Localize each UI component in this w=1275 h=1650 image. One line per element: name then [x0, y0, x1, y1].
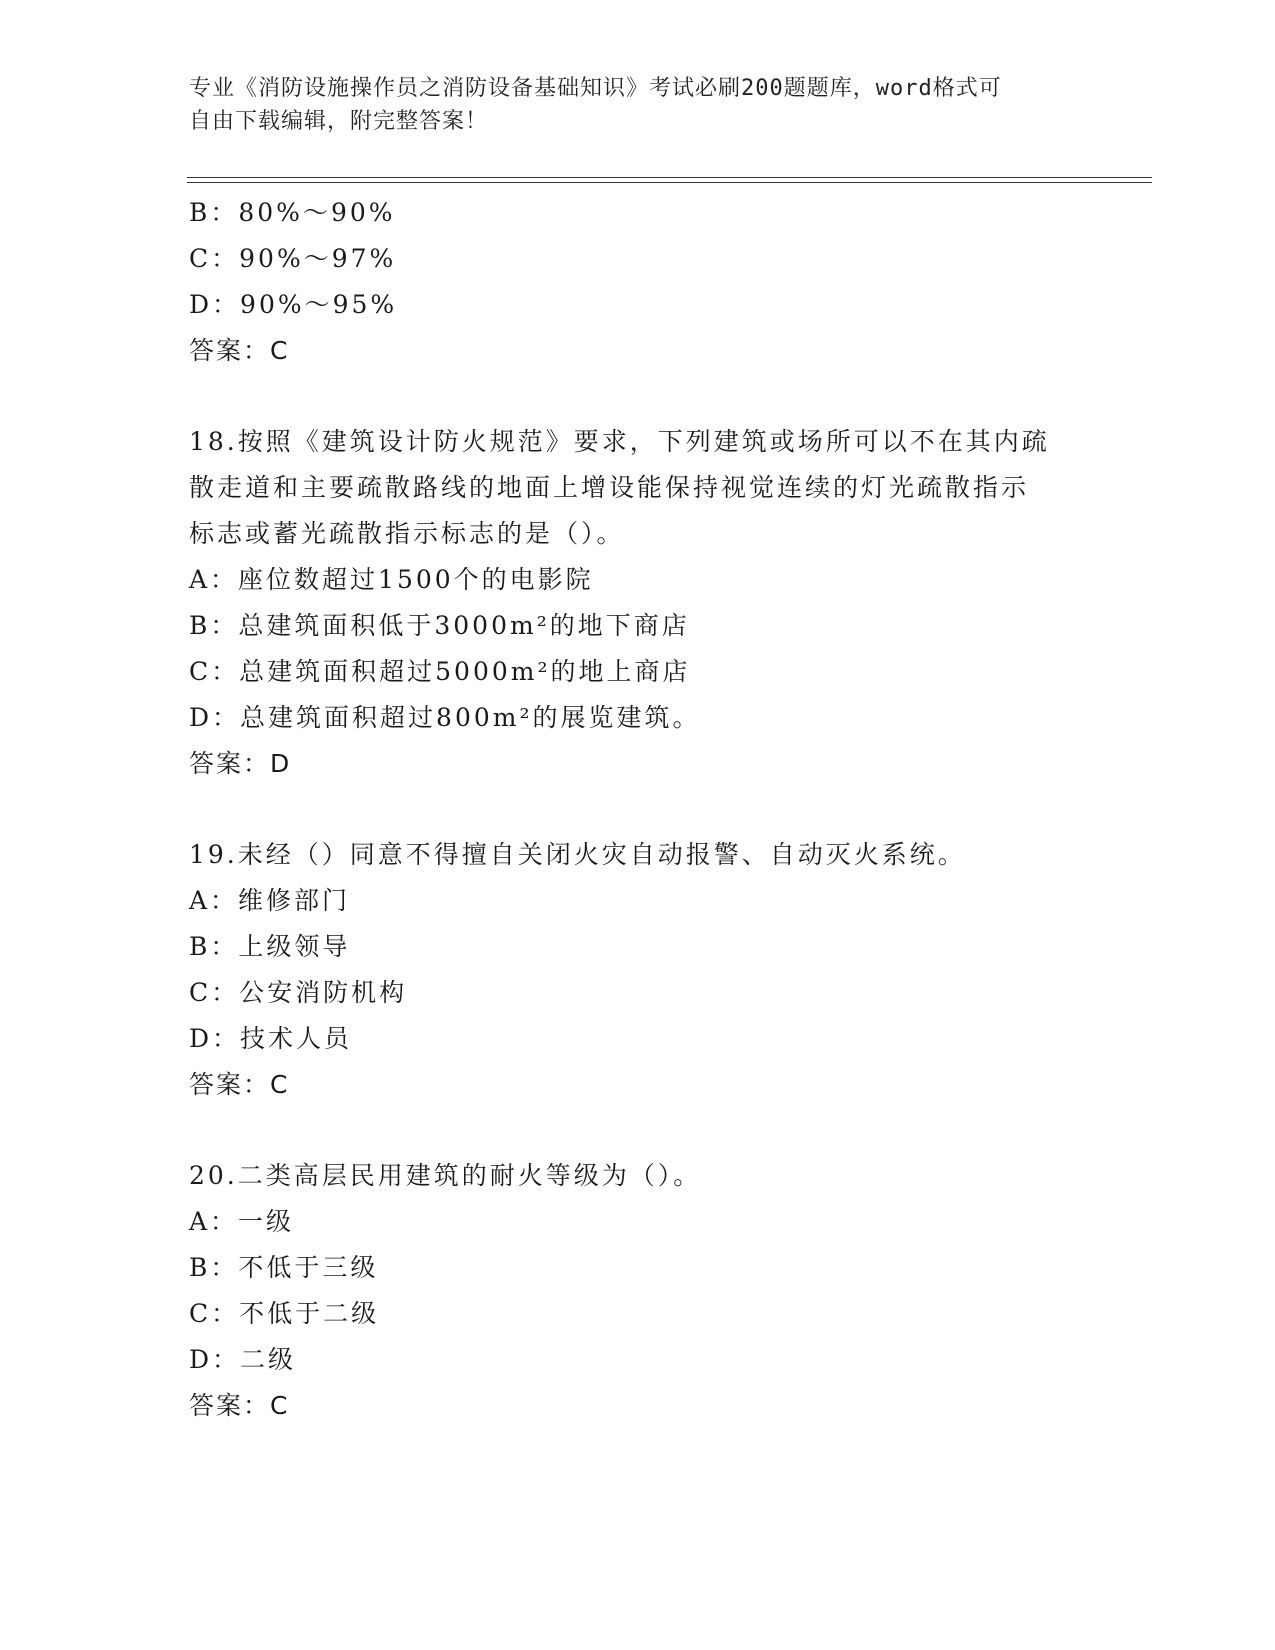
option-c: C：不低于二级 — [189, 1299, 380, 1328]
header-title-line-2: 自由下载编辑，附完整答案！ — [189, 109, 489, 134]
answer-line: 答案：C — [189, 1391, 290, 1420]
question-list — [189, 190, 1089, 1429]
option-d: D：总建筑面积超过800m²的展览建筑。 — [189, 703, 701, 732]
question-18 — [189, 419, 1089, 787]
option-a: A：维修部门 — [189, 886, 351, 915]
option-b: B：上级领导 — [189, 932, 351, 961]
question-17-tail — [189, 190, 1089, 374]
question-stem-line: 散走道和主要疏散路线的地面上增设能保持视觉连续的灯光疏散指示 — [189, 473, 1030, 502]
question-stem-line: 标志或蓄光疏散指示标志的是（）。 — [189, 519, 625, 548]
option-d: D：二级 — [189, 1345, 297, 1374]
option-c: C：公安消防机构 — [189, 978, 408, 1007]
option-c: C：90%～97% — [189, 244, 397, 273]
spacer — [189, 787, 1089, 832]
option-d: D：技术人员 — [189, 1024, 353, 1053]
question-20 — [189, 1153, 1089, 1429]
option-d: D：90%～95% — [189, 290, 398, 319]
option-c: C：总建筑面积超过5000m²的地上商店 — [189, 657, 691, 686]
option-b: B：80%～90% — [189, 198, 396, 227]
option-b: B：不低于三级 — [189, 1253, 379, 1282]
question-stem-line: 19.未经（）同意不得擅自关闭火灾自动报警、自动灭火系统。 — [189, 840, 966, 869]
question-stem-line: 20.二类高层民用建筑的耐火等级为（）。 — [189, 1161, 702, 1190]
option-a: A：一级 — [189, 1207, 295, 1236]
option-b: B：总建筑面积低于3000m²的地下商店 — [189, 611, 690, 640]
header-divider-bottom — [187, 182, 1152, 183]
answer-line: 答案：D — [189, 749, 292, 778]
header-title-line-1: 专业《消防设施操作员之消防设备基础知识》考试必刷200题题库，word格式可 — [189, 76, 1002, 101]
answer-line: 答案：C — [189, 336, 290, 365]
header-divider-top — [187, 177, 1152, 178]
spacer — [189, 374, 1089, 419]
spacer — [189, 1108, 1089, 1153]
option-a: A：座位数超过1500个的电影院 — [189, 565, 594, 594]
answer-line: 答案：C — [189, 1070, 290, 1099]
question-stem-line: 18.按照《建筑设计防火规范》要求，下列建筑或场所可以不在其内疏 — [189, 427, 1050, 456]
document-header — [189, 72, 1069, 138]
question-19 — [189, 832, 1089, 1108]
